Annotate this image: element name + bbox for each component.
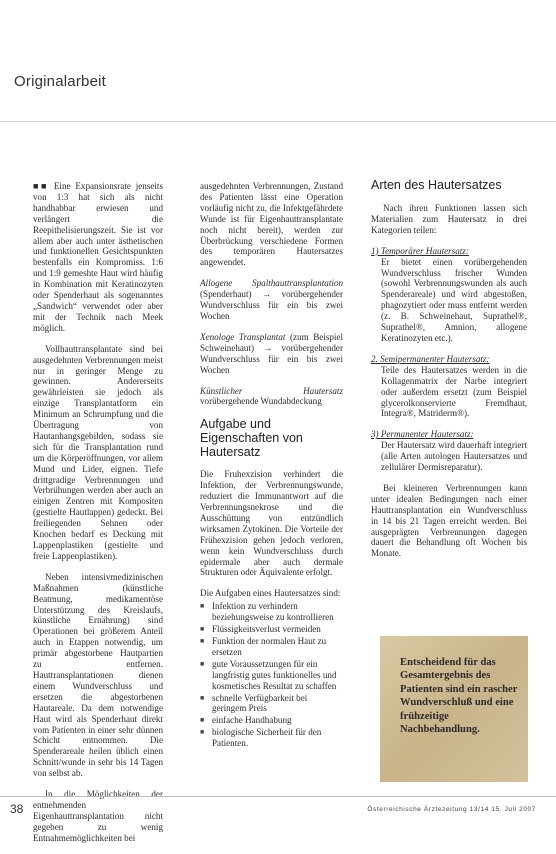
category-text: Teile des Hautersatzes werden in die Kollagenmatrix der Narbe integriert oder außerdem ersetzt (zum Beispiel glycerolkonservierte Fremdhaut, Integra®, Matriderm®). bbox=[381, 364, 527, 419]
list-item: ■ Infektion zu verhindern beziehungsweise zu kontrollieren bbox=[200, 601, 343, 623]
publication-info: Österreichische Ärztezeitung 13/14 15. Juli 2007 bbox=[367, 806, 536, 813]
paragraph: Die Aufgaben eines Hautersatzes sind: bbox=[200, 588, 341, 599]
list-item: ■ Funktion der normalen Haut zu ersetzen bbox=[200, 636, 343, 658]
paragraph: Nach ihren Funktionen lassen sich Materialien zum Hautersatz in drei Kategorien teilen: bbox=[371, 203, 527, 235]
item-title: Xenologe Transplantat bbox=[200, 331, 286, 342]
item-title: Künstlicher Hautersatz bbox=[200, 385, 343, 396]
page-number: 38 bbox=[10, 802, 24, 816]
category-title: 3) Permanenter Hautersatz: bbox=[371, 429, 474, 440]
section-heading: Arten des Hautersatzes bbox=[371, 178, 502, 192]
section-heading: Aufgabe und Eigenschaften von Hautersatz bbox=[200, 417, 303, 460]
category-item bbox=[371, 246, 527, 344]
paragraph: Neben intensivmedizinischen Maßnahmen (künstliche Beatmung, medikamentöse Unterstützung des Kreislaufs, künstliche Ernährung) sind Operationen bei größerem Anteil auch in Etappen notwendig, um primär abgestorbene Hautpartien zu entfernen. Hauttransplantationen dienen einem Wundverschluss und ersetzen die abgestorbenen Hautareale. Da dem notwendige Haut wird als Spenderhaut direkt vom Patienten in einer sehr dünnen Schicht entnommen. Die Spenderareale heilen üblich einen Schnitt/wunde in sehr bis 14 Tagen von selbst ab. bbox=[33, 571, 163, 779]
temp-skin-item bbox=[200, 332, 343, 376]
list-item: ■ schnelle Verfügbarkeit bei geringem Preis bbox=[200, 693, 343, 715]
callout-box bbox=[380, 636, 528, 782]
list-item: ■ gute Voraussetzungen für ein langfristig gutes funktionelles und kosmetisches Resultat zu schaffen bbox=[200, 659, 343, 692]
section-label: Originalarbeit bbox=[14, 73, 107, 90]
item-text: (Spenderhaut) → vorübergehender Wundverschluss für ein bis zwei Wochen bbox=[200, 289, 343, 321]
footer-divider bbox=[0, 796, 556, 797]
item-text: vorübergehende Wundabdeckung bbox=[200, 396, 322, 407]
column-2 bbox=[200, 181, 343, 750]
bullet-list bbox=[200, 601, 343, 749]
category-item bbox=[371, 354, 527, 419]
header-divider bbox=[0, 121, 556, 122]
list-item: ■ Flüssigkeitsverlust vermeiden bbox=[200, 624, 343, 635]
paragraph: In die Möglichkeiten der entnehmenden Eigenhauttransplantation nicht gegeben zu wenig Entnahmemöglichkeiten bei bbox=[33, 789, 163, 843]
list-item: ■ biologische Sicherheit für den Patienten. bbox=[200, 727, 343, 749]
temp-skin-item bbox=[200, 386, 343, 408]
paragraph: Die Fruhexzision verhindert die Infektion, der Verbrennungswunde, reduziert die Immunantwort auf die Verbrennungsnekrose und die Ausschüttung von entzündlich wirksamen Zytokinen. Die Vorteile der Frühexzision gehen jedoch verloren, wenn kein Wundverschluss durch epidermale aber auch dermale Strukturen oder Äquivalente erfolgt. bbox=[200, 469, 343, 578]
paragraph: ausgedehnten Verbrennungen, Zustand des Patienten lässt eine Operation vorläufig nicht zu, die Infektgefährdete Wunde ist für Eigenhauttransplantate noch nicht bereit), werden zur Überbrückung verschiedene Formen des temporären Hautersatzes angewendet. bbox=[200, 181, 343, 268]
paragraph: ■■ Eine Expansionsrate jenseits von 1:3 hat sich als nicht handhabbar erwiesen und verlängert die Reepithelisierungszeit. Sie ist vor allem aber auch unter ästhetischen und funktionellen Gesichtspunkten bestenfalls ein Kompromiss. 1:6 und 1:9 gemeshte Haut wird häufig in Kombination mit Keratinozyten oder Spenderhaut als sogenanntes „Sandwich“ verwendet oder aber mit der Technik nach Meek möglich. bbox=[33, 181, 163, 333]
category-item bbox=[371, 429, 527, 473]
item-text: (zum Beispiel Schweinehaut) → vorübergehender Wundverschluss für ein bis zwei Wochen bbox=[200, 331, 343, 375]
list-item: ■ einfache Handhabung bbox=[200, 715, 343, 726]
item-title: Allogene Spalthauttransplantation bbox=[200, 278, 343, 289]
category-title: 1) Temporärer Hautersatz: bbox=[371, 245, 469, 256]
callout-text: Entscheidend für das Gesamtergebnis des Patienten sind ein rascher Wundverschluß und eine frühzeitige Nachbehandlung. bbox=[400, 657, 518, 736]
category-text: Der Hautersatz wird dauerhaft integriert (alle Arten autologen Hautersatzes und zellulärer Dermisreparatur). bbox=[381, 440, 527, 473]
paragraph: Vollhauttransplantate sind bei ausgedehnten Verbrennungen meist nur in geringer Menge zu gewinnen. Andererseits gewährleisten sie jedoch als einzige Transplantatform ein Minimum an Schrumpfung und die Übertragung von Hautanhangsgebilden, sodass sie sich für die Transplantation rund um die Körperöffnungen, vor allem Mund und Lider, eignen. Tiefe drittgradige Verbrennungen und Verbrühungen werden aber auch an einigen Zentren mit Kompositen (gestielte Hautlappen) gedeckt. Bei freiliegenden Sehnen oder Knochen bedarf es Deckung mit Lappenplastiken (gestielte und freie Lappenplastiken). bbox=[33, 343, 163, 561]
category-text: Er bietet einen vorübergehenden Wundverschluss frischer Wunden (sowohl Verbrennungswunden als auch Spenderareale) und wird abgestoßen, phagozytiert oder muss entfernt werden (z. B. Schweinehaut, Suprathel®, Suprathel®, Amnion, allogene Keratinozyten etc.). bbox=[381, 256, 527, 343]
column-3 bbox=[371, 178, 527, 569]
temp-skin-item bbox=[200, 278, 343, 322]
column-1 bbox=[33, 181, 163, 854]
category-title: 2. Semipermanenter Hautersatz: bbox=[371, 353, 490, 364]
paragraph: Bei kleineren Verbrennungen kann unter idealen Bedingungen nach einer Hauttransplantation ein Wundverschluss in 14 bis 21 Tagen erreicht werden. Bei ausgeprägten Verbrennungen dagegen dauert die Behandlung oft Wochen bis Monate. bbox=[371, 482, 527, 559]
